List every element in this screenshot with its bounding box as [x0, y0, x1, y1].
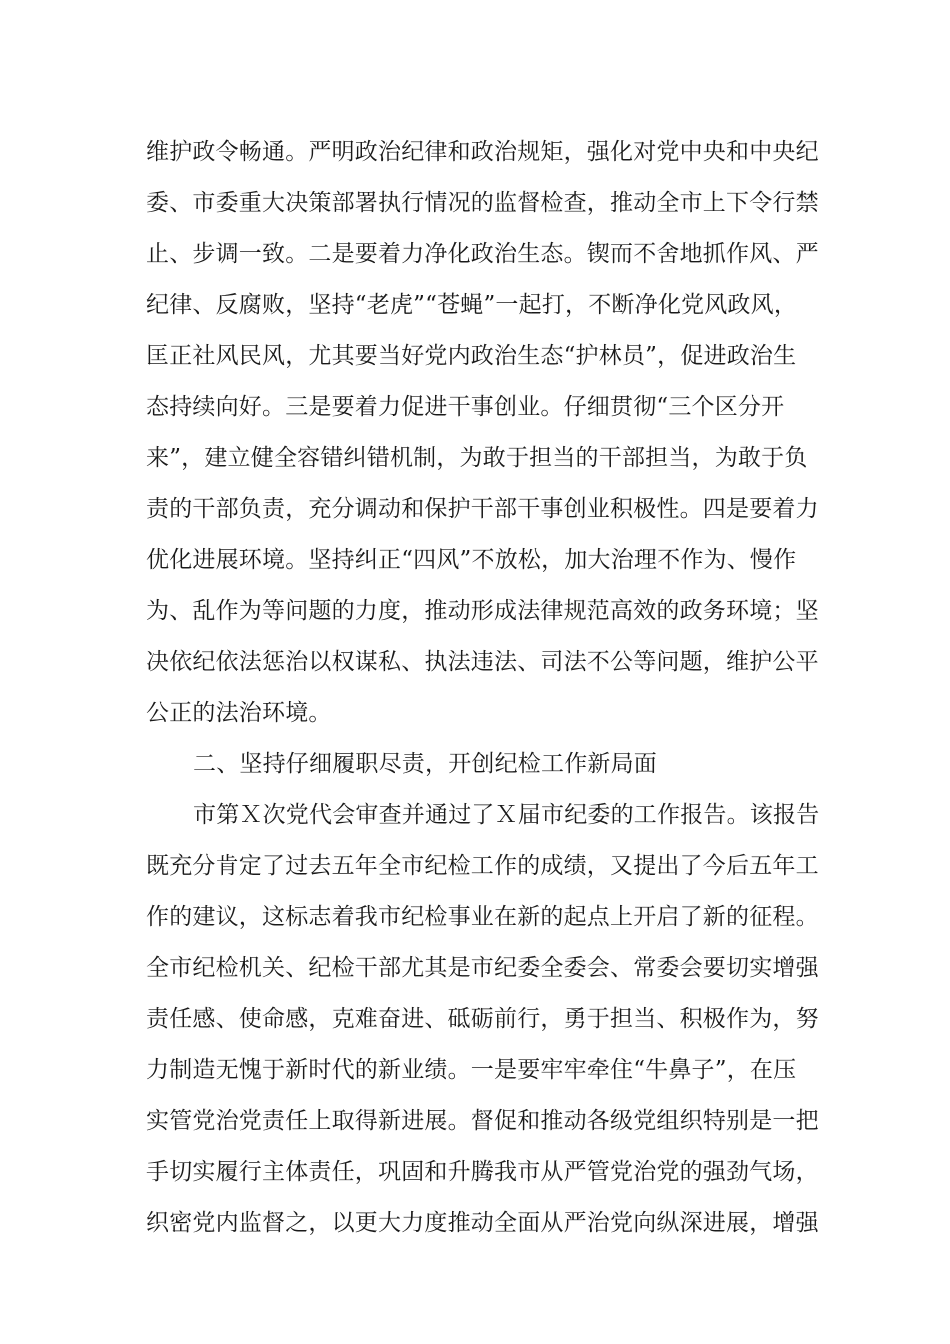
text-line: 实管党治党责任上取得新进展。督促和推动各级党组织特别是一把: [146, 1108, 819, 1134]
text-line: 作的建议，这标志着我市纪检事业在新的起点上开启了新的征程。: [146, 904, 819, 930]
text-line: 责的干部负责，充分调动和保护干部干事创业积极性。四是要着力: [146, 496, 819, 522]
text-line: 公正的法治环境。: [146, 700, 332, 726]
text-line: 维护政令畅通。严明政治纪律和政治规矩，强化对党中央和中央纪: [146, 139, 819, 165]
text-line: 织密党内监督之，以更大力度推动全面从严治党向纵深进展，增强: [146, 1210, 819, 1236]
section-heading: 二、坚持仔细履职尽责，开创纪检工作新局面: [193, 751, 657, 777]
text-line: 手切实履行主体责任，巩固和升腾我市从严管党治党的强劲气场，: [146, 1159, 819, 1185]
text-line: 纪律、反腐败，坚持“老虎”“苍蝇”一起打，不断净化党风政风，: [146, 292, 798, 318]
text-line: 来”，建立健全容错纠错机制，为敢于担当的干部担当，为敢于负: [146, 445, 808, 471]
text-line: 匡正社风民风，尤其要当好党内政治生态“护林员”，促进政治生: [146, 343, 797, 369]
text-line: 优化进展环境。坚持纠正“四风”不放松，加大治理不作为、慢作: [146, 547, 797, 573]
text-line: 既充分肯定了过去五年全市纪检工作的成绩，又提出了今后五年工: [146, 853, 819, 879]
text-line: 市第Ｘ次党代会审查并通过了Ｘ届市纪委的工作报告。该报告: [193, 802, 820, 828]
text-line: 全市纪检机关、纪检干部尤其是市纪委全委会、常委会要切实增强: [146, 955, 819, 981]
text-line: 决依纪依法惩治以权谋私、执法违法、司法不公等问题，维护公平: [146, 649, 819, 675]
text-line: 止、步调一致。二是要着力净化政治生态。锲而不舍地抓作风、严: [146, 241, 819, 267]
text-line: 力制造无愧于新时代的新业绩。一是要牢牢牵住“牛鼻子”，在压: [146, 1057, 797, 1083]
text-line: 态持续向好。三是要着力促进干事创业。仔细贯彻“三个区分开: [146, 394, 785, 420]
text-line: 责任感、使命感，克难奋进、砥砺前行，勇于担当、积极作为，努: [146, 1006, 819, 1032]
text-line: 为、乱作为等问题的力度，推动形成法律规范高效的政务环境；坚: [146, 598, 819, 624]
text-line: 委、市委重大决策部署执行情况的监督检查，推动全市上下令行禁: [146, 190, 819, 216]
